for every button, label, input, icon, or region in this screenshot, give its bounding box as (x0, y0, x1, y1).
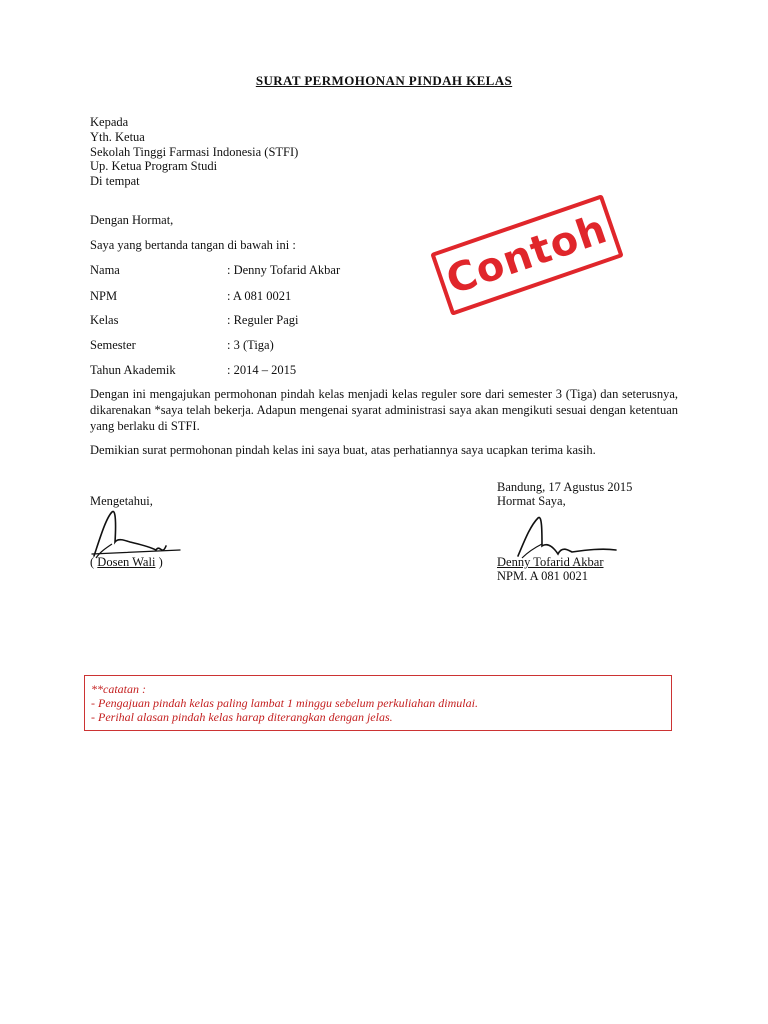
field-value-semester: : 3 (Tiga) (227, 338, 274, 352)
field-value-npm: : A 081 0021 (227, 289, 292, 303)
right-sign-label: Hormat Saya, (497, 494, 566, 508)
note-item: - Pengajuan pindah kelas paling lambat 1 minggu sebelum perkuliahan dimulai. (91, 696, 478, 710)
field-label-tahun-akademik: Tahun Akademik (90, 363, 176, 377)
recipient-line: Up. Ketua Program Studi (90, 159, 218, 173)
recipient-line: Kepada (90, 115, 129, 129)
field-label-nama: Nama (90, 263, 120, 277)
field-value-tahun-akademik: : 2014 – 2015 (227, 363, 297, 377)
left-sign-paren-open: ( (90, 555, 98, 569)
field-label-kelas: Kelas (90, 313, 119, 327)
dosen-wali-name: Dosen Wali (97, 555, 156, 569)
left-sign-paren-close: ) (155, 555, 163, 569)
field-value-nama: : Denny Tofarid Akbar (227, 263, 341, 277)
left-sign-name (90, 555, 163, 570)
note-item: - Perihal alasan pindah kelas harap diterangkan dengan jelas. (91, 710, 393, 724)
field-value-kelas: : Reguler Pagi (227, 313, 299, 327)
closing-paragraph: Demikian surat permohonan pindah kelas ini saya buat, atas perhatiannya saya ucapkan terima kasih. (90, 443, 596, 457)
letter-title: SURAT PERMOHONAN PINDAH KELAS (255, 73, 513, 88)
contoh-stamp: Contoh (430, 194, 624, 316)
right-sign-name: Denny Tofarid Akbar (497, 555, 604, 569)
field-label-npm: NPM (90, 289, 118, 303)
note-heading: **catatan : (91, 682, 146, 696)
note-box (84, 675, 672, 731)
right-sign-npm: NPM. A 081 0021 (497, 569, 588, 583)
recipient-line: Di tempat (90, 174, 140, 188)
recipient-line: Sekolah Tinggi Farmasi Indonesia (STFI) (90, 145, 299, 159)
greeting: Dengan Hormat, (90, 213, 174, 227)
place-date: Bandung, 17 Agustus 2015 (497, 480, 633, 494)
body-paragraph: Dengan ini mengajukan permohonan pindah kelas menjadi kelas reguler sore dari semester 3 (Tiga) dan seterusnya, dikarenakan *saya telah bekerja. Adapun mengenai syarat administrasi saya akan mengikuti sesuai dengan ketentuan yang berlaku di STFI. (90, 387, 678, 433)
field-label-semester: Semester (90, 338, 136, 352)
left-sign-label: Mengetahui, (90, 494, 153, 508)
intro-text: Saya yang bertanda tangan di bawah ini : (90, 238, 296, 252)
recipient-line: Yth. Ketua (90, 130, 145, 144)
